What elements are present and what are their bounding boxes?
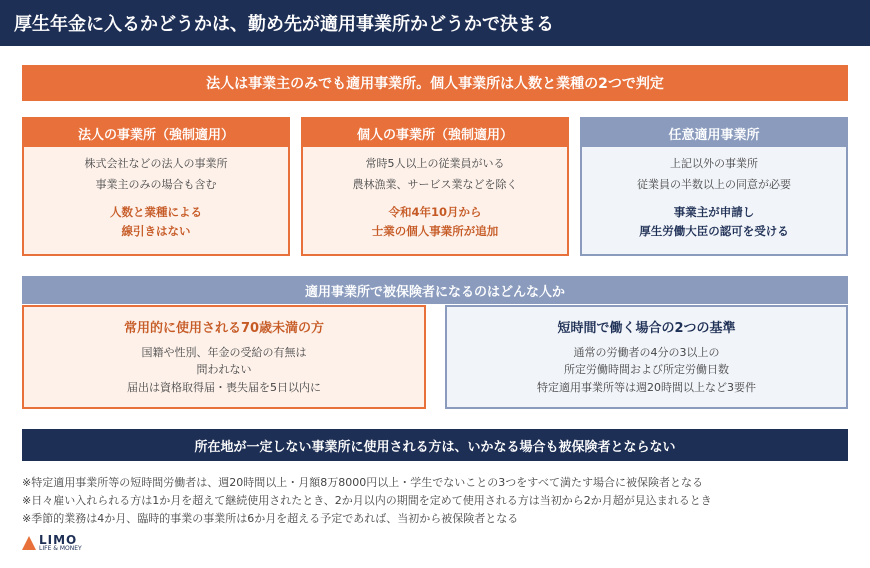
footnote-1: ※特定適用事業所等の短時間労働者は、週20時間以上・月額8万8000円以上・学生でないことの3つをすべて満たす場合に被保険者となる [22, 476, 703, 489]
regular-line-1: 国籍や性別、年金の受給の有無は [141, 346, 307, 359]
limo-logo [22, 534, 82, 552]
exclusion-bar: 所在地が一定しない事業所に使用される方は、いかなる場合も被保険者とならない [22, 429, 848, 461]
regular-employee-title: 常用的に使用される70歳未満の方 [123, 321, 325, 336]
voluntary-office-title: 任意適用事業所 [582, 119, 846, 147]
voluntary-emphasis-2: 厚生労働大臣の認可を受ける [639, 224, 789, 238]
part-time-line-1: 通常の労働者の4分の3以上の [573, 346, 720, 359]
individual-emphasis-1: 令和4年10月から [388, 205, 482, 219]
logo-main-text: LIMO [39, 533, 78, 547]
part-time-line-2: 所定労働時間および所定労働日数 [564, 363, 729, 376]
corporate-line-1: 株式会社などの法人の事業所 [84, 157, 228, 170]
part-time-title: 短時間で働く場合の2つの基準 [557, 321, 736, 336]
footnote-2: ※日々雇い入れられる方は1か月を超えて継続使用されたとき、2か月以内の期間を定めて使用される方は当初から2か月超が見込まれるとき [22, 494, 712, 507]
insured-question-bar: 適用事業所で被保険者になるのはどんな人か [22, 276, 848, 304]
voluntary-office-box [580, 117, 848, 256]
logo-sub-text: LIFE & MONEY [39, 545, 82, 552]
corporate-line-2: 事業主のみの場合も含む [95, 178, 217, 191]
corporate-emphasis-2: 線引きはない [121, 224, 191, 238]
top-summary-bar: 法人は事業主のみでも適用事業所。個人事業所は人数と業種の2つで判定 [22, 65, 848, 101]
page-title: 厚生年金に入るかどうかは、勤め先が適用事業所かどうかで決まる [0, 0, 870, 46]
individual-line-1: 常時5人以上の従業員がいる [365, 157, 505, 170]
footnotes [22, 474, 712, 528]
regular-line-2: 問われない [196, 363, 252, 376]
individual-office-title: 個人の事業所（強制適用） [303, 119, 567, 147]
individual-emphasis-2: 士業の個人事業所が追加 [371, 224, 499, 238]
corporate-office-box [22, 117, 290, 256]
part-time-line-3: 特定適用事業所等は週20時間以上など3要件 [537, 381, 756, 394]
voluntary-line-2: 従業員の半数以上の同意が必要 [637, 178, 791, 191]
flame-icon [22, 536, 36, 550]
footnote-3: ※季節的業務は4か月、臨時的事業の事業所は6か月を超える予定であれば、当初から被保険者となる [22, 512, 519, 525]
corporate-office-title: 法人の事業所（強制適用） [24, 119, 288, 147]
regular-line-3: 届出は資格取得届・喪失届を5日以内に [127, 381, 321, 394]
part-time-box [445, 305, 848, 409]
voluntary-emphasis-1: 事業主が申請し [673, 205, 755, 219]
corporate-emphasis-1: 人数と業種による [110, 205, 202, 219]
voluntary-line-1: 上記以外の事業所 [670, 157, 758, 170]
regular-employee-box [22, 305, 426, 409]
individual-office-box [301, 117, 569, 256]
individual-line-2: 農林漁業、サービス業などを除く [352, 178, 518, 191]
